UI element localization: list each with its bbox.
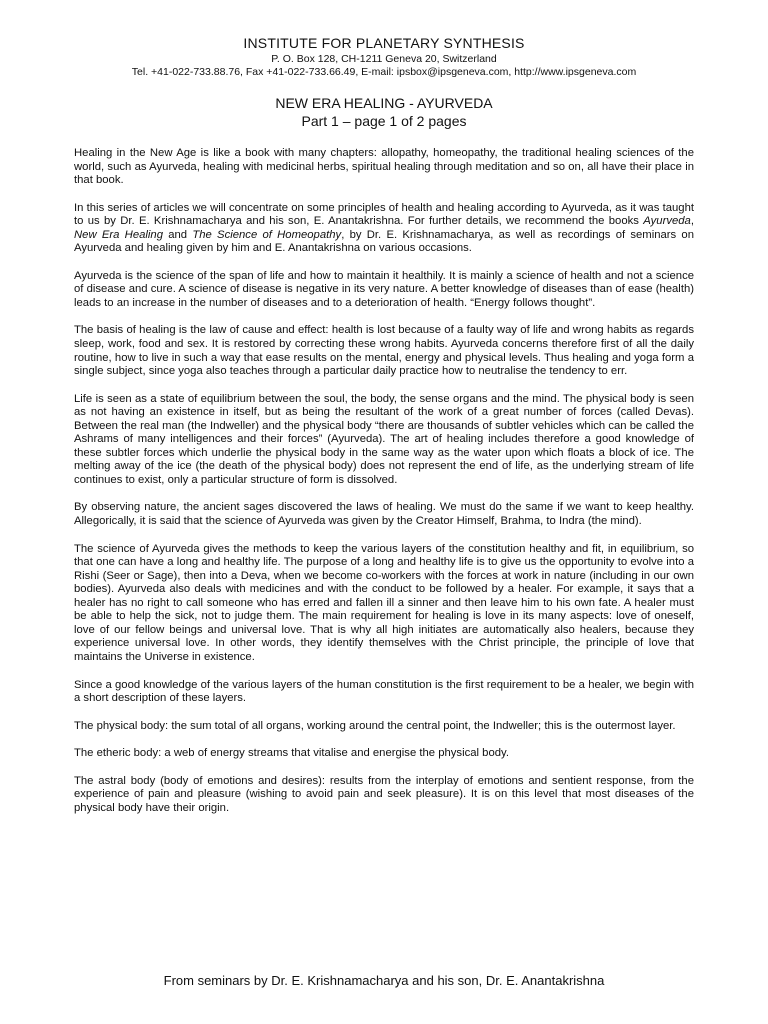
paragraph-4: The basis of healing is the law of cause and effect: health is lost because of a faulty way of life and wrong habits as regards sleep, work, food and sex. It is restored by correcting these wrong habits. Ayurveda concerns therefore first of all the daily routine, how to live in such a way that ease results on the mental, energy and physical levels. Thus healing and yoga form a single subject, since yoga also teaches through a particular daily practice how to neutralise the tendency to err. xyxy=(74,324,694,378)
paragraph-3: Ayurveda is the science of the span of life and how to maintain it healthily. It is mainly a science of health and not a science of disease and cure. A science of disease is negative in its very nature. A better knowledge of diseases than of ease (health) leads to an increase in the number of diseases and to a deterioration of health. “Energy follows thought”. xyxy=(74,269,694,309)
paragraph-11: The astral body (body of emotions and desires): results from the interplay of emotions and sentient response, from the experience of pain and pleasure (wishing to avoid pain and seek pleasure). It is on this level that most diseases of the physical body have their origin. xyxy=(74,774,694,814)
page-footer: From seminars by Dr. E. Krishnamacharya and his son, Dr. E. Anantakrishna xyxy=(163,973,605,988)
paragraph-9: The physical body: the sum total of all organs, working around the central point, the Indweller; this is the outermost layer. xyxy=(74,719,676,732)
paragraph-2 xyxy=(74,202,694,256)
document-body xyxy=(74,147,694,815)
organization-name: INSTITUTE FOR PLANETARY SYNTHESIS xyxy=(243,35,525,51)
separator: , xyxy=(690,215,694,228)
paragraph-8: Since a good knowledge of the various layers of the human constitution is the first requirement to be a healer, we begin with a short description of these layers. xyxy=(74,678,694,705)
book-title-new-era-healing: New Era Healing xyxy=(74,228,163,241)
paragraph-2-text-b: , by Dr. E. Krishnamacharya, as well as recordings of seminars on Ayurveda and healing given by him and E. Anantakrishna on various occasions. xyxy=(74,228,694,255)
document-subtitle: Part 1 – page 1 of 2 pages xyxy=(301,113,467,129)
organization-address: P. O. Box 128, CH-1211 Geneva 20, Switzerland xyxy=(271,53,497,65)
paragraph-5: Life is seen as a state of equilibrium between the soul, the body, the sense organs and the mind. The physical body is seen as not having an existence in itself, but as being the resultant of the work of a great number of forces (called Devas). Between the real man (the Indweller) and the physical body “there are thousands of subtler vehicles which can be called the Ashrams of many intelligences and their forces” (Ayurveda). The art of healing includes therefore a good knowledge of these subtler forces which underlie the physical body in the same way as the water upon which floats a block of ice. The melting away of the ice (the death of the physical body) does not represent the end of life, as the underlying stream of life continues to exist, only a particular structure of form is dissolved. xyxy=(74,392,694,486)
paragraph-10: The etheric body: a web of energy streams that vitalise and energise the physical body. xyxy=(74,747,509,760)
title-block xyxy=(74,94,694,130)
separator: and xyxy=(162,228,193,241)
organization-contact: Tel. +41-022-733.88.76, Fax +41-022-733.66.49, E-mail: ipsbox@ipsgeneva.com, http://www.ipsgeneva.com xyxy=(131,66,637,78)
paragraph-2-text-a: In this series of articles we will concentrate on some principles of health and healing according to Ayurveda, as it was taught to us by Dr. E. Krishnamacharya and his son, E. Anantakrishna. For further details, we recommend the books xyxy=(74,201,694,228)
document-title: NEW ERA HEALING - AYURVEDA xyxy=(275,95,493,111)
book-title-science-of-homeopathy: The Science of Homeopathy xyxy=(192,228,342,241)
letterhead xyxy=(74,0,694,78)
paragraph-7: The science of Ayurveda gives the methods to keep the various layers of the constitution healthy and fit, in equilibrium, so that one can have a long and healthy life. The purpose of a long and healthy life is to give us the opportunity to evolve into a Rishi (Seer or Sage), then into a Deva, when we become co-workers with the forces at work in nature (including in our own bodies). Ayurveda also deals with medicines and with the conduct to be followed by a healer. For example, it says that a healer has no right to call someone who has erred and fallen ill a sinner and then leave him to his own fate. A healer must be able to help the sick, not to judge them. The main requirement for healing is love in its many aspects: love of oneself, love of our fellow beings and universal love. That is why all high initiates are automatically also healers, because they experience universal love. In other words, they identify themselves with the Christ principle, the principle of love that maintains the Universe in existence. xyxy=(74,542,694,663)
paragraph-1: Healing in the New Age is like a book with many chapters: allopathy, homeopathy, the traditional healing sciences of the world, such as Ayurveda, healing with medicinal herbs, spiritual healing through meditation and so on, all have their place in that book. xyxy=(74,147,694,187)
book-title-ayurveda: Ayurveda xyxy=(643,215,691,228)
paragraph-6: By observing nature, the ancient sages discovered the laws of healing. We must do the same if we want to keep healthy. Allegorically, it is said that the science of Ayurveda was given by the Creator Himself, Brahma, to Indra (the mind). xyxy=(74,501,694,528)
